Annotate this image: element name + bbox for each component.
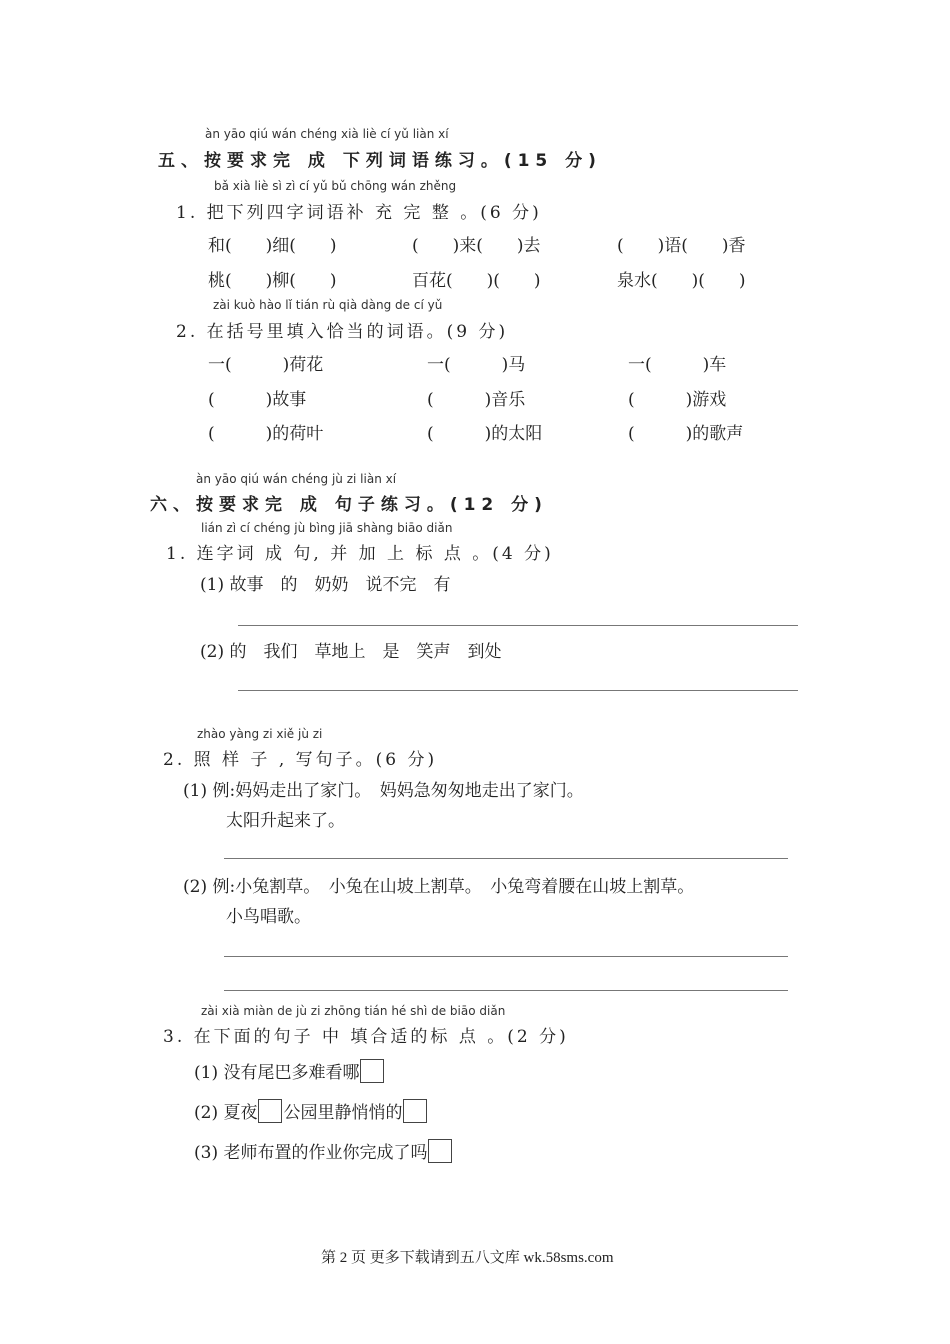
idiom-blank[interactable]: 桃( )柳( ) xyxy=(208,271,337,291)
punctuation-box[interactable] xyxy=(428,1139,452,1163)
word-blank[interactable]: ( )的荷叶 xyxy=(208,424,324,444)
word-blank[interactable]: 一( )马 xyxy=(427,355,526,375)
word-blank[interactable]: ( )的太阳 xyxy=(427,424,543,444)
q5-2-pinyin: zài kuò hào lǐ tián rù qià dàng de cí yǔ xyxy=(213,298,443,312)
reorder-item-1: (1) 故事 的 奶奶 说不完 有 xyxy=(200,575,451,595)
word-blank[interactable]: ( )音乐 xyxy=(427,390,526,410)
reorder-item-2: (2) 的 我们 草地上 是 笑声 到处 xyxy=(200,642,502,662)
q6-1-title: 1. 连字词 成 句, 并 加 上 标 点 。(4 分) xyxy=(166,544,554,564)
word-blank[interactable]: ( )故事 xyxy=(208,390,307,410)
idiom-blank[interactable]: 泉水( )( ) xyxy=(617,271,746,291)
example-1: (1) 例:妈妈走出了家门。 妈妈急匆匆地走出了家门。 xyxy=(183,781,584,801)
q5-1-pinyin: bǎ xià liè sì zì cí yǔ bǔ chōng wán zhěng xyxy=(214,179,457,193)
idiom-blank[interactable]: ( )语( )香 xyxy=(617,236,746,256)
answer-line[interactable] xyxy=(238,690,798,691)
section6-title: 六、按要求完 成 句子练习。(12 分) xyxy=(150,495,548,515)
word-blank[interactable]: 一( )车 xyxy=(628,355,727,375)
q6-2-pinyin: zhào yàng zi xiě jù zi xyxy=(197,727,323,741)
section5-pinyin: àn yāo qiú wán chéng xià liè cí yǔ liàn xí xyxy=(205,127,449,141)
q5-1-title: 1. 把下列四字词语补 充 完 整 。(6 分) xyxy=(176,203,542,223)
punctuation-box[interactable] xyxy=(403,1099,427,1123)
punctuation-box[interactable] xyxy=(258,1099,282,1123)
section5-title: 五、按要求完 成 下列词语练习。(15 分) xyxy=(158,151,602,171)
idiom-blank[interactable]: ( )来( )去 xyxy=(412,236,541,256)
answer-line[interactable] xyxy=(238,625,798,626)
q6-3-title: 3. 在下面的句子 中 填合适的标 点 。(2 分) xyxy=(163,1027,569,1047)
idiom-blank[interactable]: 百花( )( ) xyxy=(412,271,541,291)
punct-sentence-3: (3) 老师布置的作业你完成了吗 xyxy=(194,1143,428,1163)
task-2: 小鸟唱歌。 xyxy=(226,907,311,927)
word-blank[interactable]: ( )的歌声 xyxy=(628,424,744,444)
q6-3-pinyin: zài xià miàn de jù zi zhōng tián hé shì de biāo diǎn xyxy=(201,1004,506,1018)
answer-line[interactable] xyxy=(224,956,788,957)
punct-sentence-2a: (2) 夏夜 xyxy=(194,1103,258,1123)
punct-sentence-1: (1) 没有尾巴多难看哪 xyxy=(194,1063,360,1083)
q6-2-title: 2. 照 样 子 , 写句子。(6 分) xyxy=(163,750,438,770)
q5-2-title: 2. 在括号里填入恰当的词语。(9 分) xyxy=(176,322,509,342)
answer-line[interactable] xyxy=(224,990,788,991)
punct-sentence-2b: 公园里静悄悄的 xyxy=(283,1103,403,1123)
punctuation-box[interactable] xyxy=(360,1059,384,1083)
idiom-blank[interactable]: 和( )细( ) xyxy=(208,236,337,256)
section6-pinyin: àn yāo qiú wán chéng jù zi liàn xí xyxy=(196,472,397,486)
answer-line[interactable] xyxy=(224,858,788,859)
word-blank[interactable]: ( )游戏 xyxy=(628,390,727,410)
q6-1-pinyin: lián zì cí chéng jù bìng jiā shàng biāo diǎn xyxy=(201,521,453,535)
page-footer: 第 2 页 更多下载请到五八文库 wk.58sms.com xyxy=(321,1250,614,1266)
example-2: (2) 例:小兔割草。 小兔在山坡上割草。 小兔弯着腰在山坡上割草。 xyxy=(183,877,695,897)
word-blank[interactable]: 一( )荷花 xyxy=(208,355,324,375)
task-1: 太阳升起来了。 xyxy=(226,811,345,831)
